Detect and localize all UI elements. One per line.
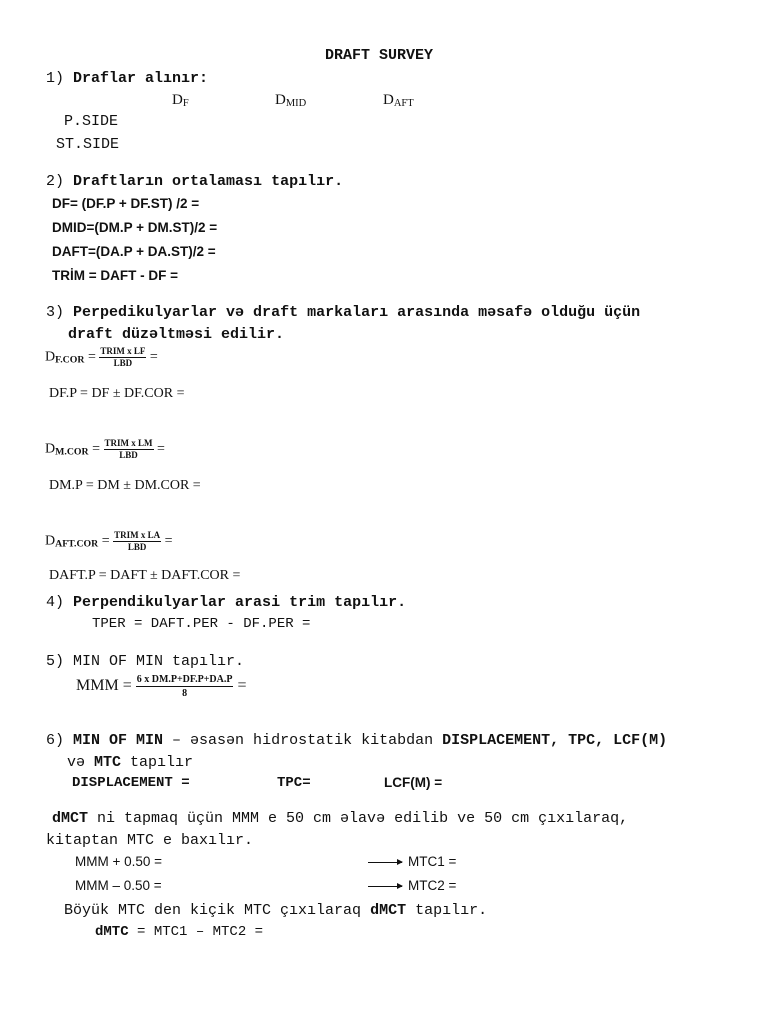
section-title: Draflar alınır:	[73, 70, 209, 87]
row-label-stside: ST.SIDE	[56, 136, 120, 153]
row-mtc2: MTC2 =	[368, 878, 456, 893]
row-mtc1: MTC1 =	[368, 854, 456, 869]
section-6-heading-cont: və MTC tapılır	[67, 754, 194, 771]
formula-dmcor: $D_{M.COR}$ = $\frac{\text{TRIM x LM}}{\text{LBD}}$ =	[45, 438, 165, 460]
section-5-heading: 5) MIN OF MIN tapılır.	[46, 653, 245, 670]
formula-daftcor: $D_{AFT.COR}$ = $\frac{\text{TRIM x LA}}{\text{LBD}}$ =	[45, 530, 173, 552]
formula-dfcor: $D_{F.COR}$ = $\frac{\text{TRIM x LF}}{\text{LBD}}$ =	[45, 346, 158, 368]
arrow-right-icon	[368, 862, 402, 863]
col-header-f: $D_F$	[172, 92, 189, 109]
formula-dmtc: dMTC = MTC1 – MTC2 =	[95, 924, 264, 940]
paragraph-dmct-cont: kitaptan MTC e baxılır.	[46, 832, 254, 849]
arrow-right-icon	[368, 886, 402, 887]
col-header-mid: $D_{MID}$	[275, 92, 307, 109]
page-title: DRAFT SURVEY	[325, 47, 434, 64]
label-lcf: LCF(M) =	[384, 775, 443, 790]
formula-trim: TRİM = DAFT - DF =	[52, 268, 178, 283]
paragraph-subtract: Böyük MTC den kiçik MTC çıxılaraq dMCT tapılır.	[64, 902, 488, 919]
section-4-heading: 4) Perpendikulyarlar arasi trim tapılır.	[46, 594, 407, 611]
col-header-aft: $D_{AFT}$	[383, 92, 414, 109]
formula-df: DF= (DF.P + DF.ST) /2 =	[52, 196, 200, 211]
label-tpc: TPC=	[277, 775, 311, 791]
section-number: 1)	[46, 70, 65, 87]
formula-tper: TPER = DAFT.PER - DF.PER =	[92, 616, 311, 632]
formula-mmm: MMM = $\frac{\text{6 x DM.P+DF.P+DA.P}}{8}$ =	[76, 674, 247, 699]
label-displacement: DISPLACEMENT =	[72, 775, 190, 791]
formula-dfp: DF.P = DF ± DF.COR =	[49, 386, 185, 401]
formula-dmp: DM.P = DM ± DM.COR =	[49, 478, 201, 493]
formula-daft: DAFT=(DA.P + DA.ST)/2 =	[52, 244, 216, 259]
section-3-heading: 3) Perpedikulyarlar və draft markaları arasında məsafə olduğu üçün	[46, 304, 641, 321]
formula-daftp: DAFT.P = DAFT ± DAFT.COR =	[49, 568, 241, 583]
row-mmm-plus: MMM + 0.50 =	[75, 854, 163, 869]
row-label-pside: P.SIDE	[64, 113, 119, 130]
section-1-heading	[46, 70, 208, 87]
section-6-heading: 6) MIN OF MIN – əsasən hidrostatik kitabdan DISPLACEMENT, TPC, LCF(M)	[46, 732, 668, 749]
paragraph-dmct: dMCT ni tapmaq üçün MMM e 50 cm əlavə edilib ve 50 cm çıxılaraq,	[52, 810, 629, 827]
section-3-heading-cont: draft düzəltməsi edilir.	[68, 326, 285, 343]
section-2-heading: 2) Draftların ortalaması tapılır.	[46, 173, 344, 190]
formula-dmid: DMID=(DM.P + DM.ST)/2 =	[52, 220, 218, 235]
row-mmm-minus: MMM – 0.50 =	[75, 878, 162, 893]
